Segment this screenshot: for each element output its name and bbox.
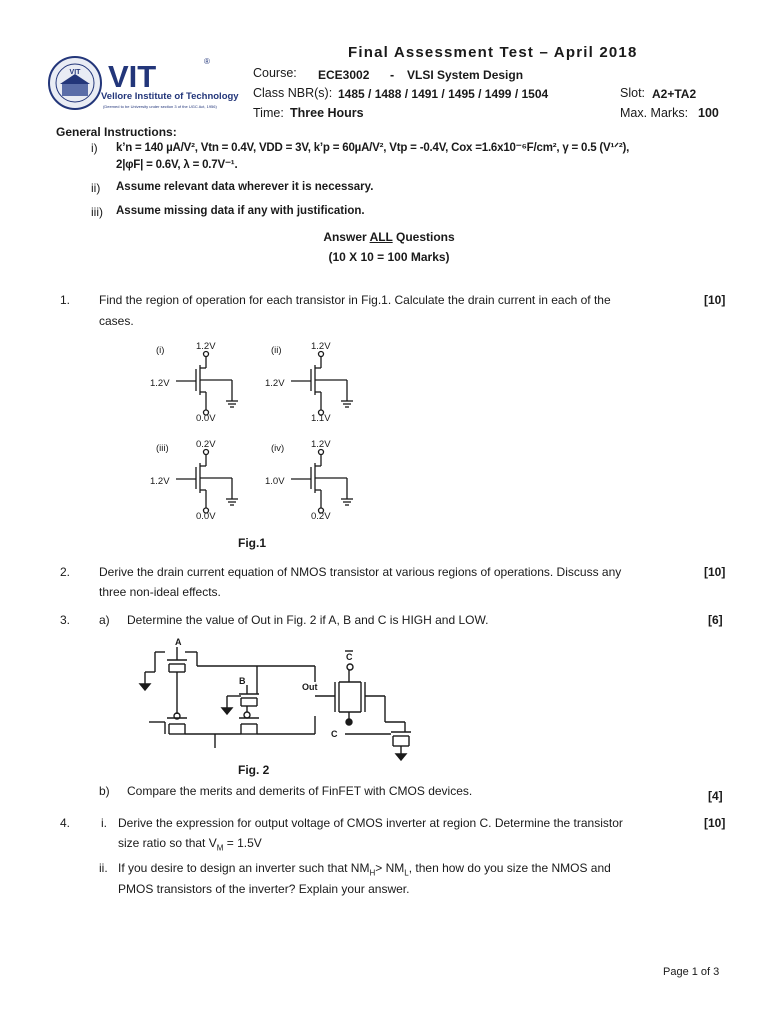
class-nbr-label: Class NBR(s): bbox=[253, 86, 333, 100]
circuit-i bbox=[150, 341, 238, 424]
circuit-tag: (iv) bbox=[271, 443, 285, 454]
q1-text-1: Find the region of operation for each transistor in Fig.1. Calculate the drain current in each of the bbox=[99, 293, 611, 307]
source-voltage-label: 1.1V bbox=[311, 413, 331, 424]
page-number: Page 1 of 3 bbox=[663, 966, 720, 978]
class-nbr-values: 1485 / 1488 / 1491 / 1495 / 1499 / 1504 bbox=[338, 87, 549, 101]
fig2-label-b: B bbox=[239, 676, 246, 686]
drain-terminal bbox=[319, 450, 324, 455]
gate-voltage-label: 1.2V bbox=[150, 378, 170, 389]
fig1-caption: Fig.1 bbox=[238, 536, 267, 550]
instruction-num-1: i) bbox=[91, 141, 98, 155]
q4i-text-1: Derive the expression for output voltage of CMOS inverter at region C. Determine the transistor bbox=[118, 816, 623, 830]
q3-number: 3. bbox=[60, 613, 71, 627]
q4ii-label: ii. bbox=[99, 861, 108, 875]
source-voltage-label: 0.0V bbox=[196, 511, 216, 522]
circuit-iv bbox=[265, 439, 353, 522]
instruction-num-3: iii) bbox=[91, 205, 103, 219]
source-voltage-label: 0.2V bbox=[311, 511, 331, 522]
drain-voltage-label: 1.2V bbox=[311, 439, 331, 450]
q3b-marks: [4] bbox=[708, 789, 723, 803]
q4-marks: [10] bbox=[704, 816, 726, 830]
exam-title: Final Assessment Test – April 2018 bbox=[348, 44, 638, 61]
logo-reg-mark: ® bbox=[204, 57, 210, 66]
svg-text:VIT: VIT bbox=[69, 69, 81, 76]
logo-tagline: Vellore Institute of Technology bbox=[101, 91, 239, 102]
fig2-caption: Fig. 2 bbox=[238, 763, 270, 777]
drain-terminal bbox=[204, 450, 209, 455]
q4-number: 4. bbox=[60, 816, 71, 830]
instruction-text-1a: k’n = 140 µA/V², Vtn = 0.4V, VDD = 3V, k’p = 60µA/V², Vtp = -0.4V, Cox =1.6x10⁻⁶F/cm², γ = 0.5 (V¹ᐟ²), bbox=[116, 142, 630, 154]
time-value: Three Hours bbox=[290, 106, 364, 120]
circuit-iii bbox=[150, 439, 238, 522]
gate-voltage-label: 1.2V bbox=[265, 378, 285, 389]
q3a-label: a) bbox=[99, 613, 110, 627]
course-code: ECE3002 bbox=[318, 68, 370, 82]
instruction-text-2: Assume relevant data wherever it is necessary. bbox=[116, 181, 374, 193]
q2-text-2: three non-ideal effects. bbox=[99, 585, 221, 599]
vit-logo bbox=[46, 54, 239, 112]
source-voltage-label: 0.0V bbox=[196, 413, 216, 424]
q4i-label: i. bbox=[101, 816, 107, 830]
circuit-ii bbox=[265, 341, 353, 424]
fig2-label-c: C bbox=[331, 729, 338, 739]
time-label: Time: bbox=[253, 106, 284, 120]
q2-number: 2. bbox=[60, 565, 71, 579]
fig2-circuit bbox=[135, 636, 425, 761]
fig2-label-out: Out bbox=[302, 682, 318, 692]
drain-voltage-label: 0.2V bbox=[196, 439, 216, 450]
drain-terminal bbox=[319, 352, 324, 357]
course-name: VLSI System Design bbox=[407, 68, 524, 82]
q1-marks: [10] bbox=[704, 293, 726, 307]
course-label: Course: bbox=[253, 66, 297, 80]
q4i-text-2: size ratio so that $V_M = 1.5V$ bbox=[118, 836, 262, 853]
fig1-circuits bbox=[140, 335, 400, 530]
gate-voltage-label: 1.2V bbox=[150, 476, 170, 487]
q3b-label: b) bbox=[99, 784, 110, 798]
q4ii-text-1: If you desire to design an inverter such that $NM_H> NM_L$, then how do you size the NMOS and bbox=[118, 861, 611, 878]
q2-text-1: Derive the drain current equation of NMOS transistor at various regions of operations. Discuss any bbox=[99, 565, 622, 579]
marks-distribution: (10 X 10 = 100 Marks) bbox=[328, 250, 450, 264]
gate-voltage-label: 1.0V bbox=[265, 476, 285, 487]
slot-value: A2+TA2 bbox=[652, 87, 697, 101]
answer-all-line: Answer ALL Questions bbox=[323, 230, 455, 244]
q1-text-2: cases. bbox=[99, 314, 134, 328]
course-sep: - bbox=[390, 68, 395, 82]
instruction-text-1b: 2|φF| = 0.6V, λ = 0.7V⁻¹. bbox=[116, 159, 238, 171]
slot-label: Slot: bbox=[620, 86, 646, 100]
circuit-tag: (ii) bbox=[271, 345, 282, 356]
q1-number: 1. bbox=[60, 293, 71, 307]
drain-voltage-label: 1.2V bbox=[196, 341, 216, 352]
circuit-tag: (i) bbox=[156, 345, 165, 356]
q4ii-text-2: PMOS transistors of the inverter? Explain your answer. bbox=[118, 882, 410, 896]
drain-voltage-label: 1.2V bbox=[311, 341, 331, 352]
circuit-tag: (iii) bbox=[156, 443, 169, 454]
q3b-text: Compare the merits and demerits of FinFET with CMOS devices. bbox=[127, 784, 473, 798]
q3a-text: Determine the value of Out in Fig. 2 if A, B and C is HIGH and LOW. bbox=[127, 613, 489, 627]
q3a-marks: [6] bbox=[708, 613, 723, 627]
fig2-label-cbar: C bbox=[346, 652, 353, 662]
drain-terminal bbox=[204, 352, 209, 357]
logo-wordmark: VIT bbox=[108, 59, 157, 94]
instruction-num-2: ii) bbox=[91, 181, 101, 195]
max-marks-value: 100 bbox=[698, 106, 719, 120]
q2-marks: [10] bbox=[704, 565, 726, 579]
instruction-text-3: Assume missing data if any with justification. bbox=[116, 205, 365, 217]
fig2-label-a: A bbox=[175, 637, 182, 647]
instructions-heading: General Instructions: bbox=[56, 125, 177, 139]
logo-subtext: (Deemed to be University under section 3 of the UGC Act, 1956) bbox=[103, 104, 217, 109]
max-marks-label: Max. Marks: bbox=[620, 106, 689, 120]
